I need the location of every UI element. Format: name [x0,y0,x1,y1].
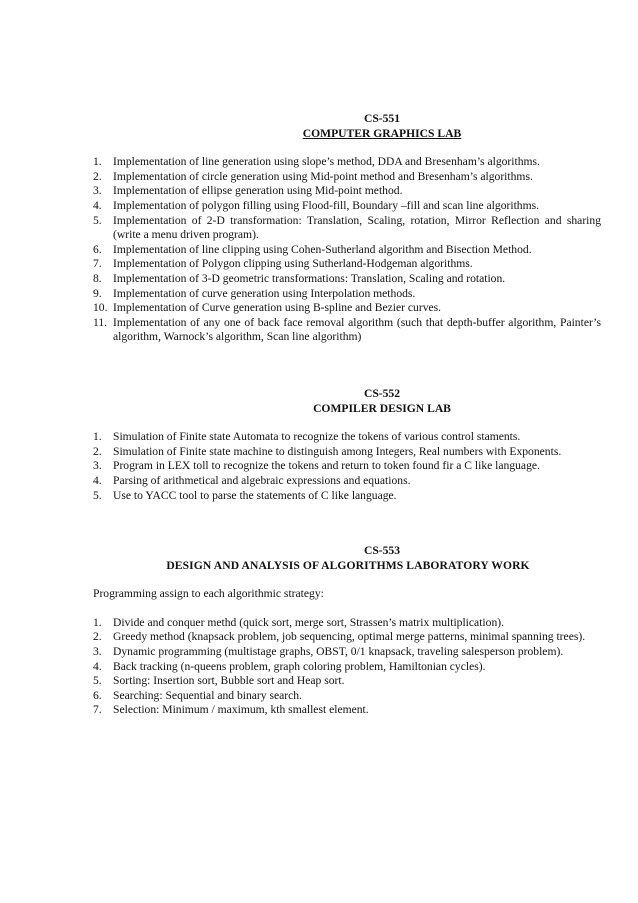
list-item [93,459,601,474]
item-number: 6. [93,242,102,256]
item-number: 4. [93,659,102,673]
list-item [93,674,601,689]
list-item [93,489,601,504]
item-text: Implementation of polygon filling using Flood-fill, Boundary –fill and scan line algorithms. [113,198,540,212]
section-cs-551 [93,112,601,345]
section-cs-552 [93,387,601,503]
item-number: 10. [93,301,108,315]
list-item [93,689,601,704]
item-text: Implementation of 2-D transformation: Translation, Scaling, rotation, Mirror Reflection and sharing (write a menu driven program). [113,213,601,242]
item-number: 8. [93,271,102,285]
item-text: Divide and conquer methd (quick sort, merge sort, Strassen’s matrix multiplication). [113,615,504,629]
item-text: Implementation of circle generation using Mid-point method and Bresenham’s algorithms. [113,169,533,183]
list-item [93,184,601,199]
item-number: 4. [93,473,102,487]
item-text: Sorting: Insertion sort, Bubble sort and Heap sort. [113,674,345,688]
intro-text: Programming assign to each algorithmic strategy: [93,587,324,601]
list-item [93,199,601,214]
course-title [93,127,601,142]
list-item [93,430,601,445]
course-title: DESIGN AND ANALYSIS OF ALGORITHMS LABORATORY WORK [166,558,530,572]
list-item [93,660,601,675]
list-item [93,616,601,631]
list-item [93,272,601,287]
course-title-text: COMPUTER GRAPHICS LAB [302,126,462,140]
course-code: CS-552 [363,387,401,400]
item-number: 3. [93,459,102,473]
item-number: 2. [93,630,102,644]
item-number: 5. [93,213,102,227]
course-code: CS-551 [363,112,401,125]
item-text: Implementation of ellipse generation using Mid-point method. [113,184,403,198]
list-item [93,630,601,645]
item-text: Selection: Minimum / maximum, kth smallest element. [113,703,369,717]
item-number: 7. [93,257,102,271]
item-text: Parsing of arithmetical and algebraic expressions and equations. [113,473,411,487]
experiment-list [93,155,601,345]
item-text: Implementation of curve generation using Interpolation methods. [113,286,416,300]
item-text: Searching: Sequential and binary search. [113,688,302,702]
item-number: 7. [93,703,102,717]
item-number: 2. [93,444,102,458]
item-text: Implementation of any one of back face removal algorithm (such that depth-buffer algorithm, Painter’s algorithm, Warnock’s algorithm, Scan line algorithm) [113,315,601,344]
list-item [93,703,601,718]
item-text: Back tracking (n-queens problem, graph coloring problem, Hamiltonian cycles). [113,659,486,673]
item-number: 5. [93,488,102,502]
experiment-list [93,430,601,503]
list-item [93,257,601,272]
item-number: 2. [93,169,102,183]
list-item [93,287,601,302]
item-text: Dynamic programming (multistage graphs, OBST, 0/1 knapsack, traveling salesperson problem). [113,644,564,658]
section-cs-553 [93,544,601,718]
item-number: 4. [93,198,102,212]
item-number: 11. [93,315,108,329]
item-text: Simulation of Finite state machine to distinguish among Integers, Real numbers with Exponents. [113,444,562,458]
item-number: 5. [93,674,102,688]
list-item [93,214,601,243]
item-number: 3. [93,184,102,198]
item-number: 1. [93,155,102,169]
item-text: Use to YACC tool to parse the statements of C like language. [113,488,397,502]
item-text: Implementation of Curve generation using B-spline and Bezier curves. [113,301,442,315]
course-title: COMPILER DESIGN LAB [313,401,451,415]
item-text: Program in LEX toll to recognize the tokens and return to token found fir a C like language. [113,459,540,473]
experiment-list [93,616,601,718]
list-item [93,155,601,170]
item-text: Implementation of line clipping using Cohen-Sutherland algorithm and Bisection Method. [113,242,532,256]
list-item [93,316,601,345]
list-item [93,170,601,185]
item-number: 1. [93,615,102,629]
item-text: Greedy method (knapsack problem, job sequencing, optimal merge patterns, minimal spanning trees). [113,630,586,644]
item-text: Implementation of 3-D geometric transformations: Translation, Scaling and rotation. [113,271,506,285]
item-text: Implementation of Polygon clipping using Sutherland-Hodgeman algorithms. [113,257,473,271]
item-number: 9. [93,286,102,300]
item-number: 3. [93,644,102,658]
list-item [93,301,601,316]
course-code: CS-553 [363,544,401,557]
item-number: 6. [93,688,102,702]
list-item [93,243,601,258]
list-item [93,474,601,489]
list-item [93,645,601,660]
item-text: Simulation of Finite state Automata to recognize the tokens of various control staments. [113,430,521,444]
item-number: 1. [93,430,102,444]
item-text: Implementation of line generation using slope’s method, DDA and Bresenham’s algorithms. [113,155,540,169]
list-item [93,445,601,460]
